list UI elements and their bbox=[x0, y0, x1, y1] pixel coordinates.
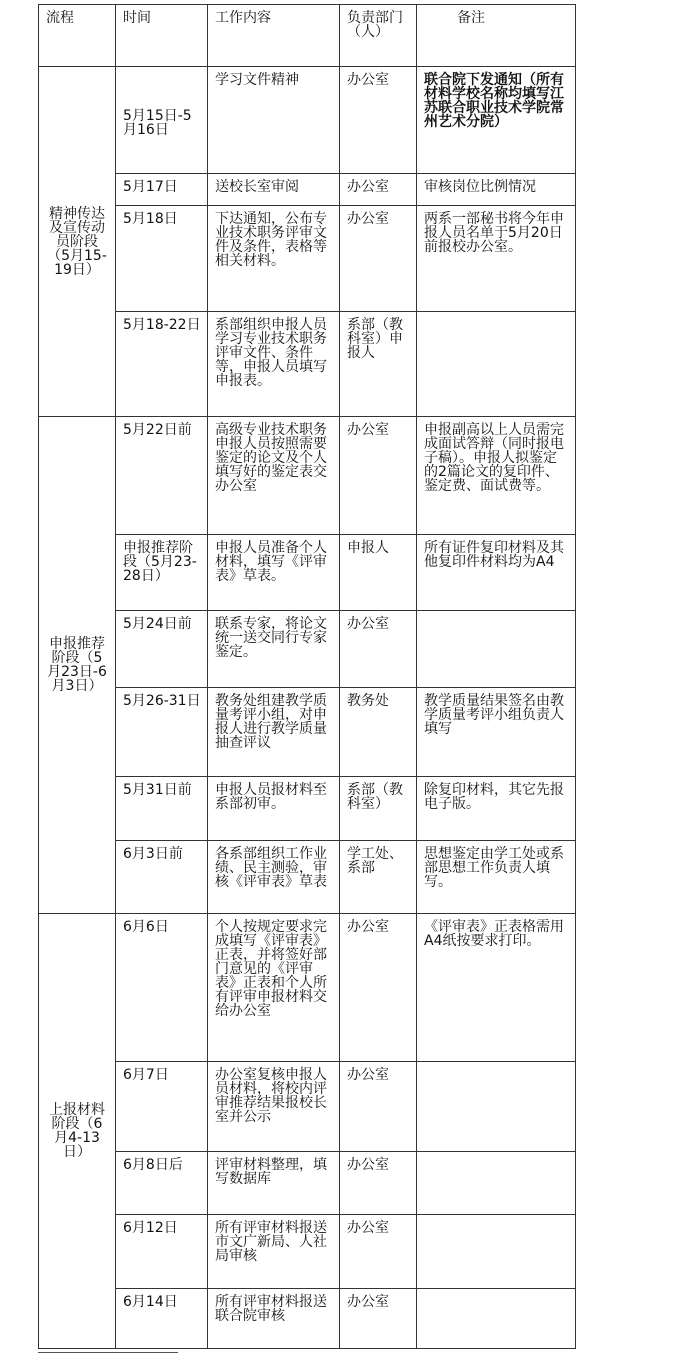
footnote-rule bbox=[38, 1352, 178, 1353]
schedule-table bbox=[38, 4, 576, 1349]
note-cell bbox=[417, 1062, 576, 1152]
note-cell: 联合院下发通知（所有材料学校名称均填写江苏联合职业技术学院常州艺术分院） bbox=[417, 67, 576, 174]
table-row bbox=[39, 1215, 576, 1289]
table-row bbox=[39, 777, 576, 841]
time-cell: 6月3日前 bbox=[116, 841, 208, 914]
time-cell: 6月7日 bbox=[116, 1062, 208, 1152]
time-cell: 5月18日 bbox=[116, 206, 208, 312]
note-cell: 除复印材料，其它先报电子版。 bbox=[417, 777, 576, 841]
content-cell: 系部组织申报人员学习专业技术职务评审文件、条件等，申报人员填写申报表。 bbox=[208, 312, 340, 417]
content-cell: 所有评审材料报送联合院审核 bbox=[208, 1289, 340, 1349]
table-row bbox=[39, 1062, 576, 1152]
note-cell bbox=[417, 611, 576, 688]
header-owner: 负责部门（人） bbox=[340, 5, 417, 67]
content-cell: 教务处组建教学质量考评小组，对申报人进行教学质量抽查评议 bbox=[208, 688, 340, 777]
header-row bbox=[39, 5, 576, 67]
header-note: 备注 bbox=[417, 5, 576, 67]
table-row bbox=[39, 535, 576, 611]
note-cell bbox=[417, 312, 576, 417]
owner-cell: 学工处、系部 bbox=[340, 841, 417, 914]
table-row bbox=[39, 206, 576, 312]
time-cell: 申报推荐阶段（5月23-28日） bbox=[116, 535, 208, 611]
time-cell: 5月24日前 bbox=[116, 611, 208, 688]
time-cell: 6月8日后 bbox=[116, 1152, 208, 1215]
table-row bbox=[39, 688, 576, 777]
owner-cell: 办公室 bbox=[340, 1289, 417, 1349]
content-cell: 学习文件精神 bbox=[208, 67, 340, 174]
owner-cell: 申报人 bbox=[340, 535, 417, 611]
table-row bbox=[39, 914, 576, 1062]
table-row bbox=[39, 611, 576, 688]
owner-cell: 办公室 bbox=[340, 67, 417, 174]
owner-cell: 办公室 bbox=[340, 174, 417, 206]
owner-cell: 办公室 bbox=[340, 1215, 417, 1289]
content-cell: 办公室复核申报人员材料，将校内评审推荐结果报校长室并公示 bbox=[208, 1062, 340, 1152]
time-cell: 5月17日 bbox=[116, 174, 208, 206]
stage-cell: 申报推荐阶段（5月23日-6月3日） bbox=[39, 417, 116, 914]
note-cell: 两系一部秘书将今年申报人员名单于5月20日前报校办公室。 bbox=[417, 206, 576, 312]
stage-cell: 上报材料阶段（6月4-13日） bbox=[39, 914, 116, 1349]
note-cell: 审核岗位比例情况 bbox=[417, 174, 576, 206]
stage-cell: 精神传达及宣传动员阶段（5月15-19日） bbox=[39, 67, 116, 417]
note-cell bbox=[417, 1215, 576, 1289]
table-row bbox=[39, 67, 576, 174]
time-cell: 6月6日 bbox=[116, 914, 208, 1062]
table-row bbox=[39, 174, 576, 206]
time-cell: 6月12日 bbox=[116, 1215, 208, 1289]
owner-cell: 教务处 bbox=[340, 688, 417, 777]
content-cell: 所有评审材料报送市文广新局、人社局审核 bbox=[208, 1215, 340, 1289]
header-content: 工作内容 bbox=[208, 5, 340, 67]
note-cell: 《评审表》正表格需用A4纸按要求打印。 bbox=[417, 914, 576, 1062]
owner-cell: 办公室 bbox=[340, 206, 417, 312]
note-cell: 思想鉴定由学工处或系部思想工作负责人填写。 bbox=[417, 841, 576, 914]
table-row bbox=[39, 417, 576, 535]
table-row bbox=[39, 1152, 576, 1215]
note-cell bbox=[417, 1289, 576, 1349]
time-cell: 5月15日-5月16日 bbox=[116, 67, 208, 174]
note-cell: 所有证件复印材料及其他复印件材料均为A4 bbox=[417, 535, 576, 611]
content-cell: 个人按规定要求完成填写《评审表》正表，并将签好部门意见的《评审表》正表和个人所有评审申报材料交给办公室 bbox=[208, 914, 340, 1062]
owner-cell: 办公室 bbox=[340, 611, 417, 688]
owner-cell: 办公室 bbox=[340, 914, 417, 1062]
content-cell: 各系部组织工作业绩、民主测验，审核《评审表》草表 bbox=[208, 841, 340, 914]
content-cell: 高级专业技术职务申报人员按照需要鉴定的论文及个人填写好的鉴定表交办公室 bbox=[208, 417, 340, 535]
header-stage: 流程 bbox=[39, 5, 116, 67]
time-cell: 5月22日前 bbox=[116, 417, 208, 535]
content-cell: 申报人员准备个人材料，填写《评审表》草表。 bbox=[208, 535, 340, 611]
time-cell: 6月14日 bbox=[116, 1289, 208, 1349]
note-cell bbox=[417, 1152, 576, 1215]
owner-cell: 办公室 bbox=[340, 417, 417, 535]
note-cell: 申报副高以上人员需完成面试答辩（同时报电子稿）。申报人拟鉴定的2篇论文的复印件、鉴定费、面试费等。 bbox=[417, 417, 576, 535]
content-cell: 申报人员报材料至系部初审。 bbox=[208, 777, 340, 841]
owner-cell: 系部（教科室）申报人 bbox=[340, 312, 417, 417]
content-cell: 下达通知，公布专业技术职务评审文件及条件，表格等相关材料。 bbox=[208, 206, 340, 312]
time-cell: 5月26-31日 bbox=[116, 688, 208, 777]
owner-cell: 办公室 bbox=[340, 1152, 417, 1215]
table-row bbox=[39, 841, 576, 914]
time-cell: 5月18-22日 bbox=[116, 312, 208, 417]
time-cell: 5月31日前 bbox=[116, 777, 208, 841]
note-cell: 教学质量结果签名由教学质量考评小组负责人填写 bbox=[417, 688, 576, 777]
content-cell: 联系专家，将论文统一送交同行专家鉴定。 bbox=[208, 611, 340, 688]
owner-cell: 办公室 bbox=[340, 1062, 417, 1152]
table-row bbox=[39, 312, 576, 417]
table-row bbox=[39, 1289, 576, 1349]
owner-cell: 系部（教科室） bbox=[340, 777, 417, 841]
header-time: 时间 bbox=[116, 5, 208, 67]
content-cell: 评审材料整理，填写数据库 bbox=[208, 1152, 340, 1215]
content-cell: 送校长室审阅 bbox=[208, 174, 340, 206]
